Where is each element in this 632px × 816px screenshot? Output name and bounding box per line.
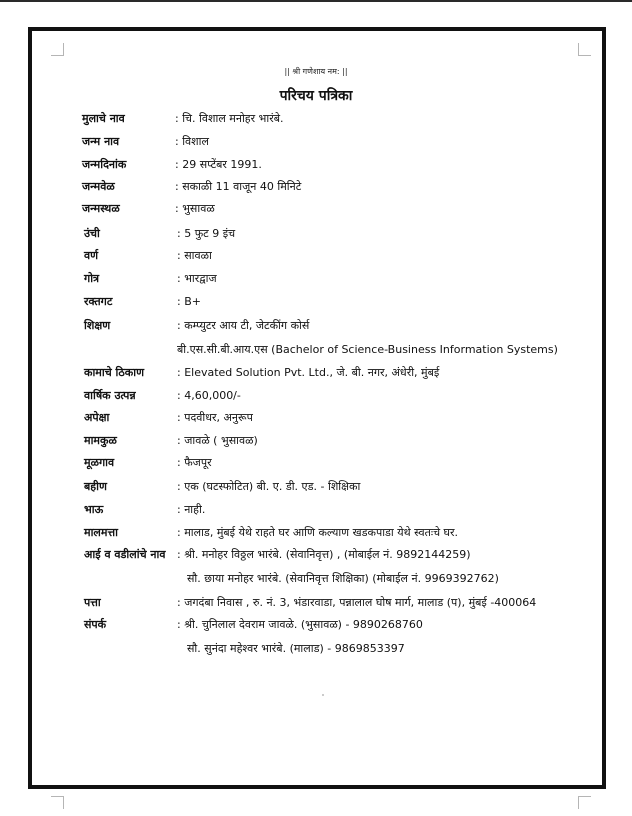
biodata-row bbox=[0, 502, 632, 522]
stray-dot bbox=[322, 694, 324, 696]
row-value: : फैजपूर bbox=[177, 456, 212, 469]
row-label: शिक्षण bbox=[84, 319, 111, 332]
row-label: गोत्र bbox=[84, 272, 100, 285]
biodata-row bbox=[0, 388, 632, 408]
row-label: वार्षिक उत्पन्न bbox=[84, 389, 136, 402]
row-value: : B+ bbox=[177, 295, 201, 308]
row-label: पत्ता bbox=[84, 596, 101, 609]
row-value: : एक (घटस्फोटित) बी. ए. डी. एड. - शिक्षिका bbox=[177, 480, 361, 493]
row-label: उंची bbox=[84, 227, 100, 240]
row-value: : मालाड, मुंबई येथे राहते घर आणि कल्याण खडकपाडा येथे स्वतःचे घर. bbox=[177, 526, 459, 539]
row-value: : सकाळी 11 वाजून 40 मिनिटे bbox=[175, 180, 302, 193]
row-value: सौ. सुनंदा महेश्वर भारंबे. (मालाड) - 9869853397 bbox=[187, 642, 405, 655]
biodata-row bbox=[0, 571, 632, 591]
document-title: परिचय पत्रिका bbox=[279, 88, 353, 104]
row-value: : जगदंबा निवास , रु. नं. 3, भंडारवाडा, पन्नालाल घोष मार्ग, मालाड (प), मुंबई -400064 bbox=[177, 596, 537, 609]
row-label: जन्मस्थळ bbox=[82, 202, 120, 215]
row-value: : पदवीधर, अनुरूप bbox=[177, 411, 253, 424]
row-value: : भारद्वाज bbox=[177, 272, 217, 285]
invocation-line: || श्री गणेशाय नम: || bbox=[284, 67, 348, 76]
row-value: : 5 फुट 9 इंच bbox=[177, 227, 236, 240]
corner-mark-bottom-left bbox=[51, 796, 64, 809]
biodata-row bbox=[0, 455, 632, 475]
biodata-row bbox=[0, 248, 632, 268]
biodata-row bbox=[0, 111, 632, 131]
corner-mark-bottom-right bbox=[578, 796, 591, 809]
row-label: कामाचे ठिकाण bbox=[84, 366, 145, 379]
biodata-row bbox=[0, 318, 632, 338]
row-label: संपर्क bbox=[84, 618, 107, 631]
row-label: बहीण bbox=[84, 480, 107, 493]
row-value: : सावळा bbox=[177, 249, 212, 262]
row-label: भाऊ bbox=[84, 503, 104, 516]
row-value: सौ. छाया मनोहर भारंबे. (सेवानिवृत्त शिक्षिका) (मोबाईल नं. 9969392762) bbox=[187, 572, 499, 585]
biodata-row bbox=[0, 294, 632, 314]
row-label: अपेक्षा bbox=[84, 411, 110, 424]
biodata-row bbox=[0, 595, 632, 615]
row-value: : विशाल bbox=[175, 135, 209, 148]
row-label: जन्मदिनांक bbox=[82, 158, 127, 171]
row-value: : Elevated Solution Pvt. Ltd., जे. बी. नगर, अंधेरी, मुंबई bbox=[177, 366, 440, 379]
row-label: जन्म नाव bbox=[82, 135, 120, 148]
biodata-row bbox=[0, 479, 632, 499]
row-value: : भुसावळ bbox=[175, 202, 215, 215]
biodata-row bbox=[0, 271, 632, 291]
row-value: बी.एस.सी.बी.आय.एस (Bachelor of Science-Business Information Systems) bbox=[177, 343, 558, 356]
biodata-row bbox=[0, 157, 632, 177]
row-label: रक्तगट bbox=[84, 295, 113, 308]
row-label: मालमत्ता bbox=[84, 526, 118, 539]
row-value: : जावळे ( भुसावळ) bbox=[177, 434, 258, 447]
biodata-row bbox=[0, 342, 632, 362]
row-label: आई व वडीलांचे नाव bbox=[84, 548, 166, 561]
biodata-row bbox=[0, 617, 632, 637]
row-label: मूळगाव bbox=[84, 456, 115, 469]
biodata-row bbox=[0, 547, 632, 567]
row-value: : श्री. चुनिलाल देवराम जावळे. (भुसावळ) - 9890268760 bbox=[177, 618, 423, 631]
biodata-row bbox=[0, 201, 632, 221]
row-label: मुलाचे नाव bbox=[82, 112, 125, 125]
row-value: : कम्प्युटर आय टी, जेटकींग कोर्स bbox=[177, 319, 310, 332]
biodata-row bbox=[0, 179, 632, 199]
biodata-row bbox=[0, 410, 632, 430]
corner-mark-top-left bbox=[51, 43, 64, 56]
row-label: वर्ण bbox=[84, 249, 99, 262]
biodata-row bbox=[0, 641, 632, 661]
row-label: जन्मवेळ bbox=[82, 180, 115, 193]
biodata-row bbox=[0, 525, 632, 545]
biodata-row bbox=[0, 226, 632, 246]
top-edge-line bbox=[0, 0, 632, 2]
row-value: : चि. विशाल मनोहर भारंबे. bbox=[175, 112, 284, 125]
row-value: : 29 सप्टेंबर 1991. bbox=[175, 158, 262, 171]
row-value: : नाही. bbox=[177, 503, 206, 516]
biodata-row bbox=[0, 134, 632, 154]
corner-mark-top-right bbox=[578, 43, 591, 56]
biodata-row bbox=[0, 365, 632, 385]
row-value: : श्री. मनोहर विठ्ठल भारंबे. (सेवानिवृत्त) , (मोबाईल नं. 9892144259) bbox=[177, 548, 471, 561]
row-label: मामकुळ bbox=[84, 434, 117, 447]
biodata-row bbox=[0, 433, 632, 453]
row-value: : 4,60,000/- bbox=[177, 389, 241, 402]
